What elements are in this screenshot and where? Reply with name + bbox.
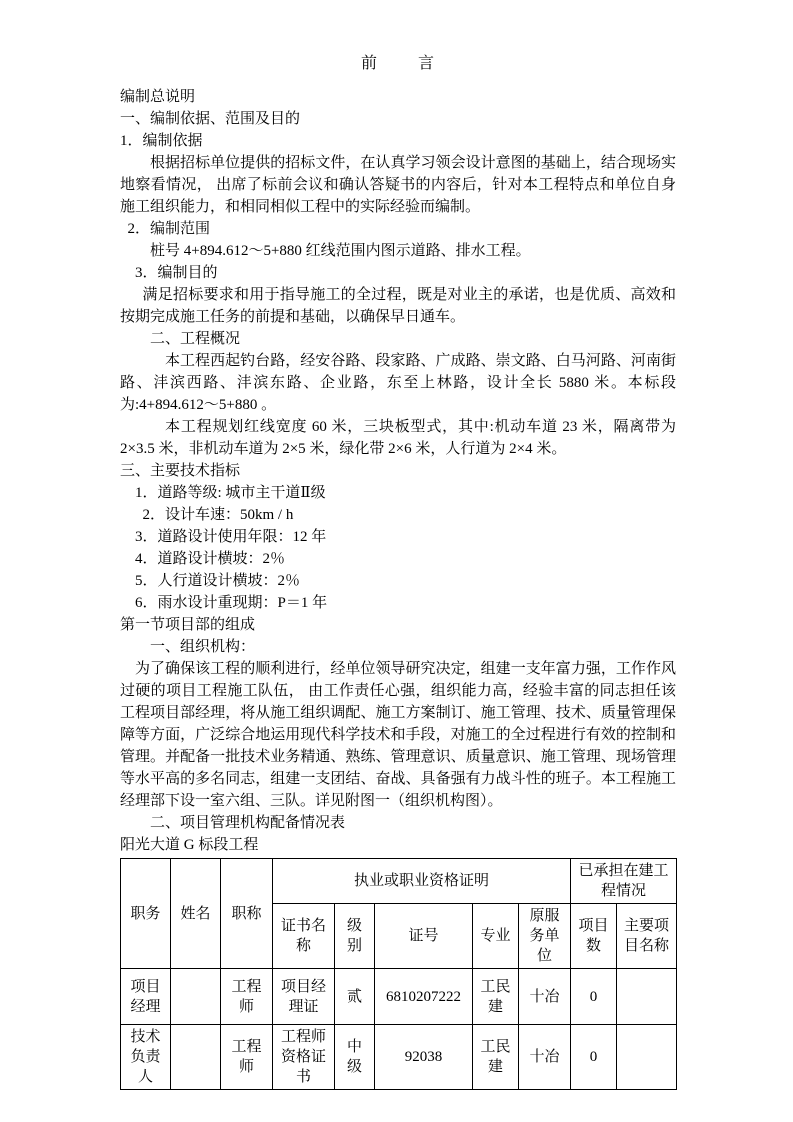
- col-header-orig-unit: 原服务单位: [519, 904, 571, 969]
- cell-duty: 项目经理: [121, 969, 171, 1025]
- cell-orig-unit: 十冶: [519, 1025, 571, 1090]
- col-header-main-projects: 主要项目名称: [617, 904, 677, 969]
- table-header-row-1: [121, 859, 677, 904]
- paragraph: 桩号 4+894.612～5+880 红线范围内图示道路、排水工程。: [150, 243, 531, 259]
- col-header-name: 姓名: [171, 859, 221, 969]
- paragraph: 本工程西起钓台路，经安谷路、段家路、广成路、崇文路、白马河路、河南街路、沣滨西路、沣滨东路、企业路，东至上林路，设计全长 5880 米。本标段为:4+894.612～5+880 。: [120, 353, 676, 413]
- cell-cert-no: 92038: [375, 1025, 473, 1090]
- paragraph: 为了确保该工程的顺利进行，经单位领导研究决定，组建一支年富力强，工作作风过硬的项目工程施工队伍， 由工作责任心强，组织能力高，经验丰富的同志担任该工程项目部经理，将从施工组织调配、施工方案制订、施工管理、技术、质量管理保障等方面，广泛综合地运用现代科学技术和手段，对施工的全过程进行有效的控制和管理。并配备一批技术业务精通、熟练、管理意识、质量意识、施工管理、现场管理等水平高的多名同志，组建一支团结、奋战、具备强有力战斗性的班子。本工程施工经理部下设一室六组、三队。详见附图一（组织机构图）。: [120, 661, 676, 809]
- paragraph: 2．设计车速：50km / h: [142, 507, 294, 523]
- paragraph: 1．编制依据: [120, 133, 203, 149]
- cell-cert-no: 6810207222: [375, 969, 473, 1025]
- cell-orig-unit: 十冶: [519, 969, 571, 1025]
- cell-title: 工程师: [221, 1025, 273, 1090]
- paragraph: 4．道路设计横坡：2％: [135, 551, 286, 567]
- col-header-project-count: 项目数: [571, 904, 617, 969]
- col-header-title: 职称: [221, 859, 273, 969]
- col-header-level: 级别: [335, 904, 375, 969]
- paragraph: 一、编制依据、范围及目的: [120, 111, 301, 127]
- cell-name: [171, 1025, 221, 1090]
- paragraph: 1．道路等级: 城市主干道Ⅱ级: [135, 485, 326, 501]
- paragraph: 根据招标单位提供的招标文件，在认真学习领会设计意图的基础上，结合现场实地察看情况， 出席了标前会议和确认答疑书的内容后，针对本工程特点和单位自身施工组织能力，和相同相似工程中的实际经验而编制。: [120, 155, 676, 215]
- table-row: [121, 969, 677, 1025]
- staff-table: [120, 858, 677, 1090]
- cell-level: 中级: [335, 1025, 375, 1090]
- cell-cert-name: 项目经理证: [273, 969, 335, 1025]
- table-row: [121, 1025, 677, 1090]
- col-header-duty: 职务: [121, 859, 171, 969]
- paragraph: 3．编制目的: [135, 265, 218, 281]
- document-title: 前 言: [360, 55, 435, 72]
- col-header-ongoing-group: 已承担在建工程情况: [571, 859, 677, 904]
- cell-main-projects: [617, 1025, 677, 1090]
- cell-name: [171, 969, 221, 1025]
- paragraph: 一、组织机构：: [150, 639, 256, 655]
- cell-title: 工程师: [221, 969, 273, 1025]
- paragraph: 2．编制范围: [127, 221, 211, 237]
- paragraph: 二、项目管理机构配备情况表: [150, 815, 346, 831]
- cell-cert-name: 工程师资格证书: [273, 1025, 335, 1090]
- paragraph: 二、工程概况: [150, 331, 241, 347]
- document-body: [120, 86, 676, 856]
- cell-level: 贰: [335, 969, 375, 1025]
- cell-project-count: 0: [571, 1025, 617, 1090]
- paragraph: 6．雨水设计重现期：P＝1 年: [135, 595, 328, 611]
- paragraph: 5．人行道设计横坡：2％: [135, 573, 301, 589]
- paragraph: 满足招标要求和用于指导施工的全过程，既是对业主的承诺，也是优质、高效和按期完成施工任务的前提和基础，以确保早日通车。: [120, 287, 676, 325]
- paragraph: 阳光大道 G 标段工程: [120, 837, 259, 853]
- col-header-cert-name: 证书名称: [273, 904, 335, 969]
- paragraph: 本工程规划红线宽度 60 米，三块板型式，其中:机动车道 23 米，隔离带为 2×3.5 米，非机动车道为 2×5 米，绿化带 2×6 米，人行道为 2×4 米。: [120, 419, 676, 457]
- paragraph: 第一节项目部的组成: [120, 617, 256, 633]
- cell-major: 工民建: [473, 1025, 519, 1090]
- paragraph: 3．道路设计使用年限：12 年: [135, 529, 327, 545]
- cell-project-count: 0: [571, 969, 617, 1025]
- paragraph: 三、主要技术指标: [120, 463, 241, 479]
- paragraph: 编制总说明: [120, 89, 196, 105]
- col-header-qualification-group: 执业或职业资格证明: [273, 859, 571, 904]
- cell-main-projects: [617, 969, 677, 1025]
- col-header-cert-no: 证号: [375, 904, 473, 969]
- col-header-major: 专业: [473, 904, 519, 969]
- cell-major: 工民建: [473, 969, 519, 1025]
- cell-duty: 技术负责人: [121, 1025, 171, 1090]
